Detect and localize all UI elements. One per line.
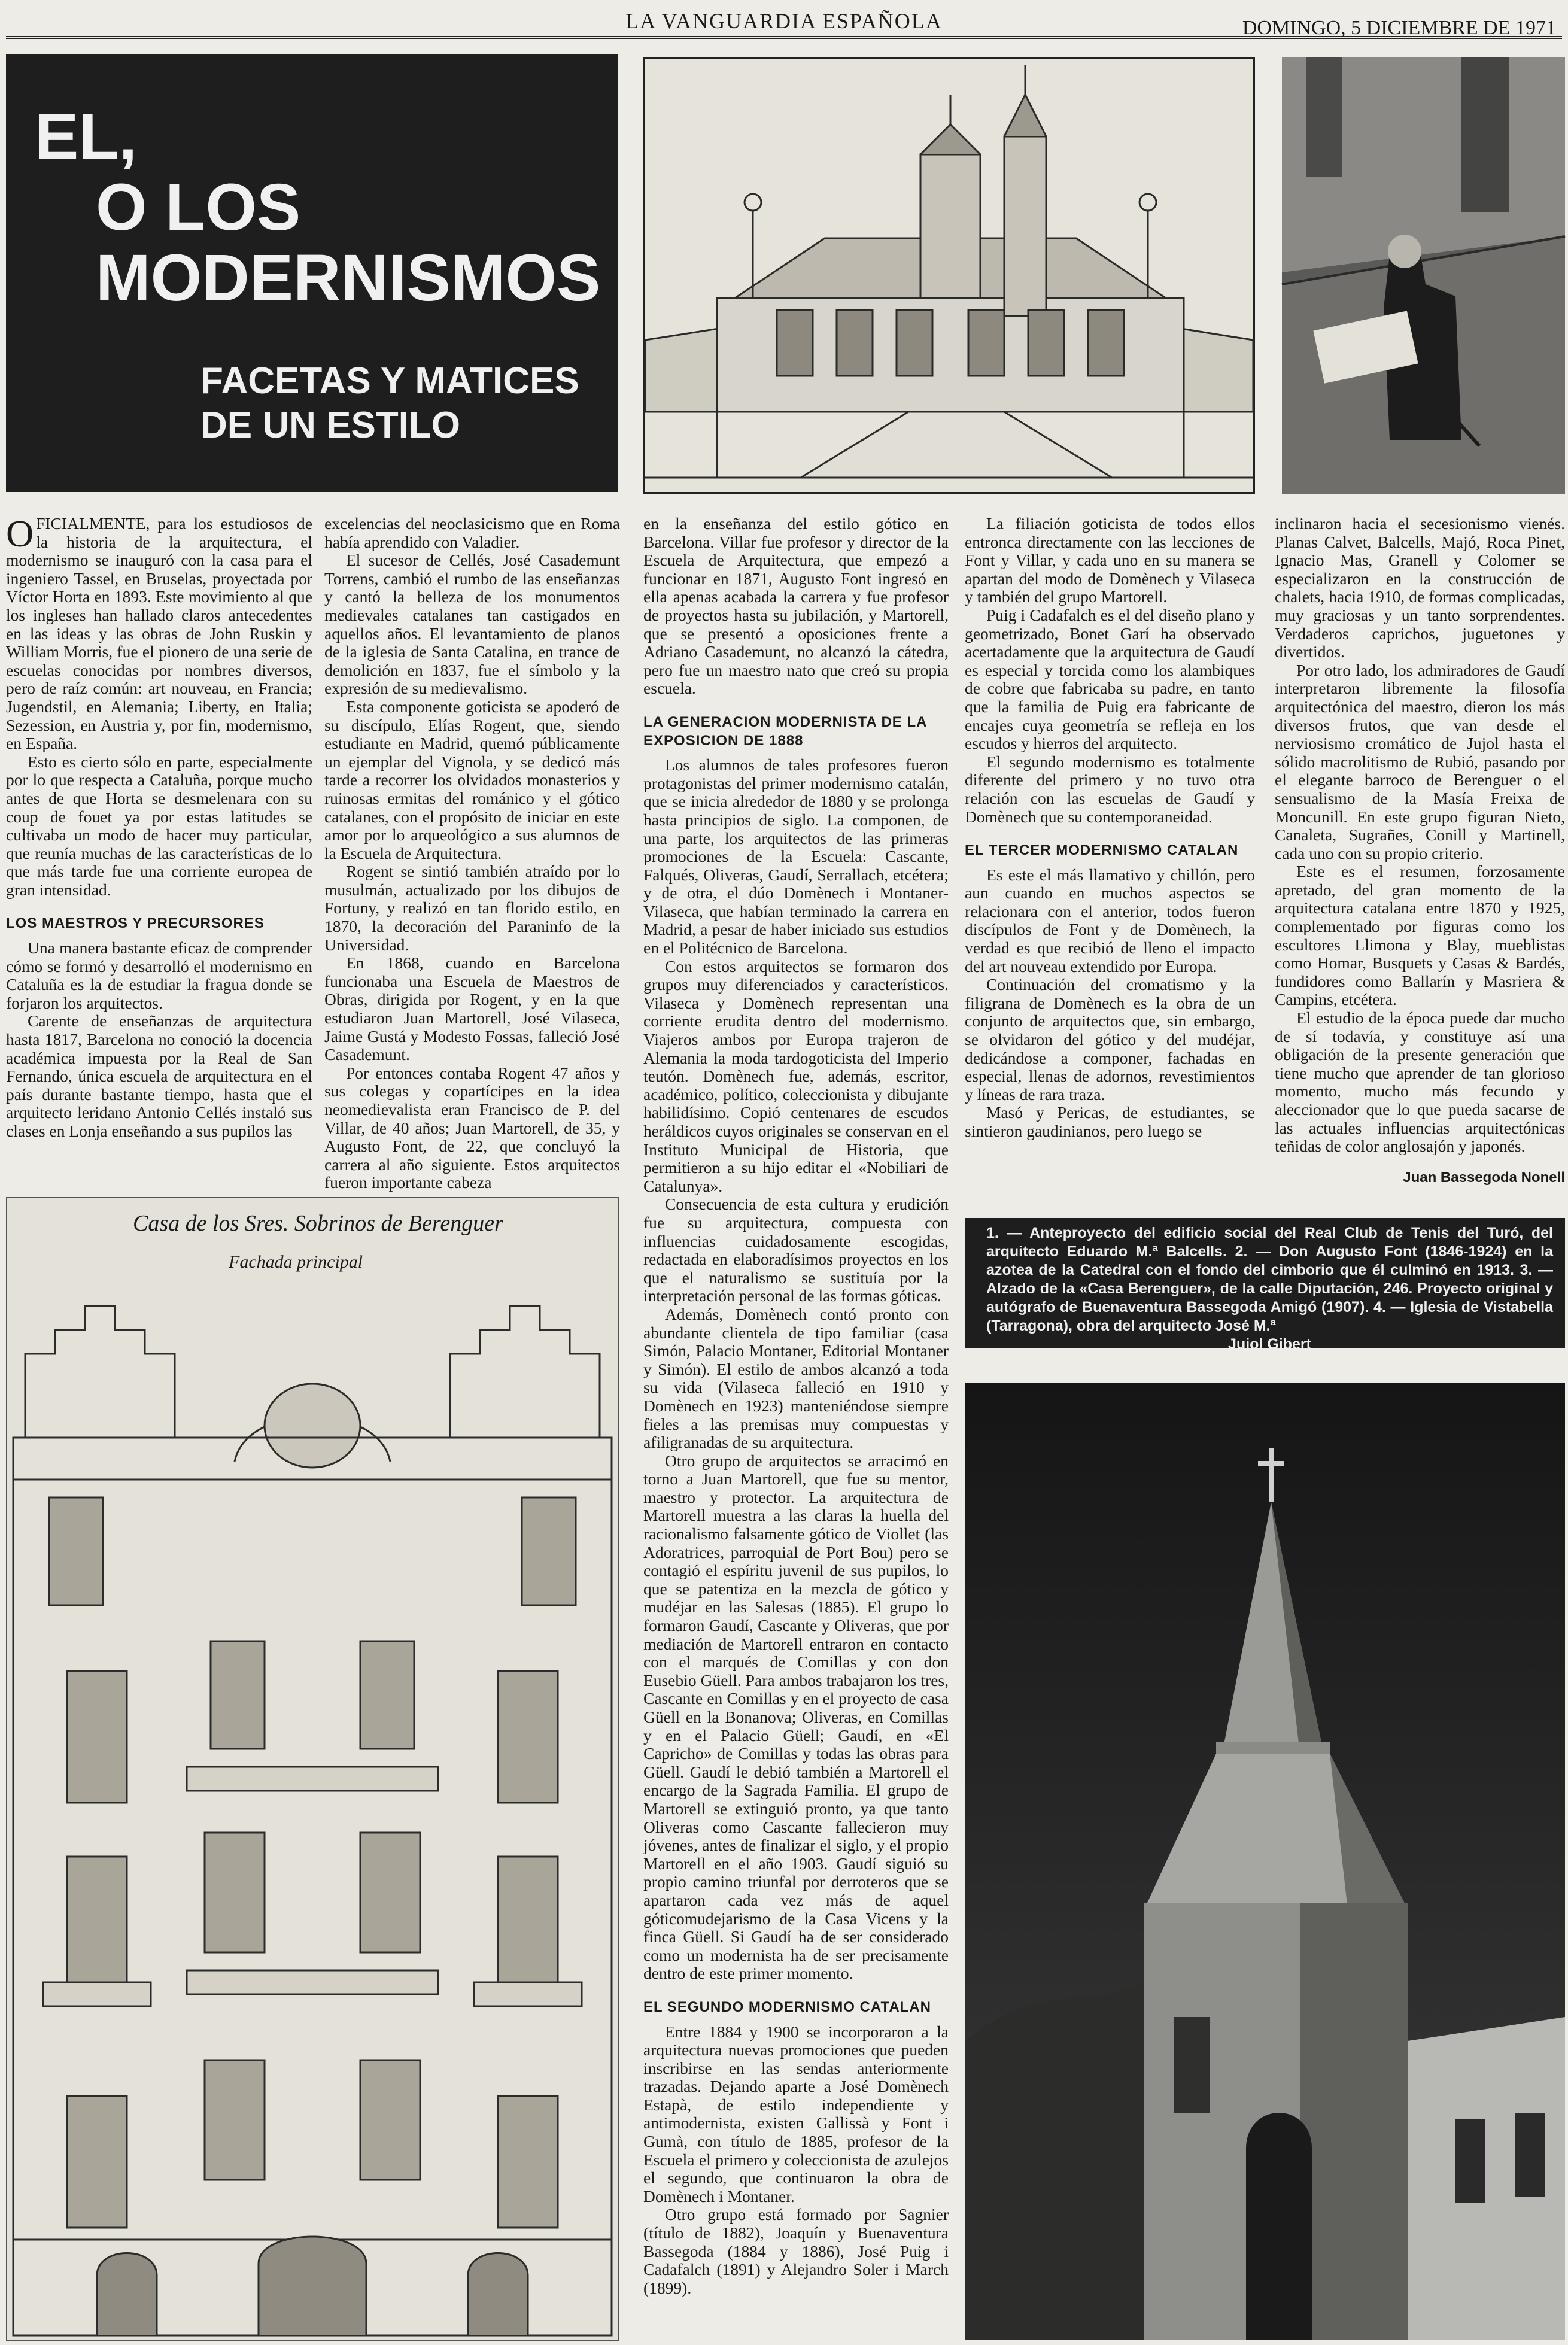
- col3-paragraph-1: en la enseñanza del estilo gótico en Barcelona. Villar fue profesor y director de la Escuela de Arquitectura, que empezó a funcionar en 1871, Augusto Font ingresó en ella apenas acabada la carrera y fue profesor de proyectos hasta su jubilación, y Martorell, que se presentó a oposiciones frente a Adriano Casademunt, no alcanzó la cátedra, pero fue un maestro nato que creó su propia escuela.: [643, 514, 949, 698]
- photo-man-on-cathedral-roof: [1282, 57, 1565, 494]
- col4-paragraph-2: Puig i Cadafalch es el del diseño plano y geometrizado, Bonet Garí ha observado acertadamente que la arquitectura de Gaudí es especial y torcida como los alambiques de cobre que fabricaba su padre, en tanto que la familia de Puig era fabricante de encajes cuya geometría se refleja en los escudos y hierros del arquitecto.: [965, 605, 1255, 753]
- drawing-title: Casa de los Sres. Sobrinos de Berenguer: [133, 1211, 503, 1236]
- masthead: [6, 6, 1562, 39]
- augusto-font-photo: [1282, 57, 1565, 494]
- vistabella-church-photo: [965, 1383, 1565, 2340]
- caption-text-end: Jujol Gibert: [1228, 1336, 1311, 1353]
- photo-church-spire: [965, 1383, 1565, 2340]
- col5-paragraph-4: El estudio de la época puede dar mucho de sí todavía, y constituye así una obligación de la presente generación que tiene mucho que aprender de tan glorioso momento, mucho más fecundo y aleccionador que lo que pueda sacarse de las actuales influencias arquitectónicas teñidas de color anglosajón y japonés.: [1275, 1009, 1565, 1156]
- headline-line-1: EL,: [35, 100, 138, 174]
- subheadline-line-1: FACETAS Y MATICES: [200, 360, 579, 402]
- col1-paragraph-1: FICIALMENTE, para los estudiosos de la historia de la arquitectura, el modernismo se inauguró con la casa para el ingeniero Tassel, en Bruselas, proyectada por Víctor Horta en 1893. Este movimiento al que los ingleses han hallado claros antecedentes en las ideas y las obras de John Ruskin y William Morris, fue el pionero de una serie de escuelas conocidas por nombres diversos, pero de raíz común: art nouveau, en Francia; Jugendstil, en Alemania; Liberty, en Italia; Sezession, en Austria y, por fin, modernismo, en España.: [6, 514, 312, 753]
- section-heading-maestros: LOS MAESTROS Y PRECURSORES: [6, 915, 265, 932]
- col3-paragraph-3: Con estos arquitectos se formaron dos grupos muy diferenciados y característicos. Vilaseca y Domènech representan una corriente erudita dentro del modernismo. Viajeros ambos por Europa trajeron de Alemania la moda tardogoticista del Imperio teutón. Domènech fue, además, escritor, académico, político, coleccionista y dibujante habilidísimo. Copió centenares de escudos heráldicos cuyos originales se conservan en el Instituto Municipal de Historia, que permitieron a su hijo editar el «Nobiliari de Catalunya».: [643, 956, 949, 1195]
- col4-paragraph-1: La filiación goticista de todos ellos entronca directamente con las lecciones de Font y Villar, y cada uno en su manera se apartan del modo de Domènech y Vilaseca y también del grupo Martorell.: [965, 514, 1255, 606]
- author-signature: Juan Bassegoda Nonell: [1403, 1169, 1565, 1186]
- col2-paragraph-4: Rogent se sintió también atraído por lo musulmán, actualizado por los dibujos de Fortuny, y realizó en tan florido estilo, en 1870, la decoración del Paraninfo de la Universidad.: [324, 862, 620, 954]
- col1-paragraph-2: Esto es cierto sólo en parte, especialmente por lo que respecta a Cataluña, porque mucho antes de que Horta se desmelenara con su coup de fouet ya por estas latitudes se cultivaba un modo de hacer muy particular, que reunía muchas de las características de lo que más tarde fue una corriente europea de gran intensidad.: [6, 752, 312, 899]
- col5-paragraph-1: inclinaron hacia el secesionismo vienés. Planas Calvet, Balcells, Majó, Roca Pinet, Ignacio Mas, Granell y Colomer se especializaron en la construcción de chalets, hacia 1910, de formas complicadas, muy graciosas y un tanto sorprendentes. Verdaderos caprichos, juguetones y divertidos.: [1275, 514, 1565, 661]
- section-heading-generacion: LA GENERACION MODERNISTA DE LA EXPOSICION DE 1888: [643, 713, 927, 749]
- column-1: [6, 512, 312, 1173]
- col3-paragraph-8: Otro grupo está formado por Sagnier (título de 1882), Joaquín y Buenaventura Bassegoda (1884 y 1886), José Puig i Cadafalch (1891) y Alejandro Soler i March (1899).: [643, 2205, 949, 2297]
- column-4: [965, 515, 1255, 1197]
- col4-paragraph-6: Masó y Pericas, de estudiantes, se sintieron gaudinianos, pero luego se: [965, 1103, 1255, 1140]
- caption-text: 1. — Anteproyecto del edificio social del Real Club de Tenis del Turó, del arquitecto Eduardo M.ª Balcells. 2. — Don Augusto Font (1846-1924) en la azotea de la Catedral con el fondo del cimborio que él culminó en 1913. 3. — Alzado de la «Casa Berenguer», de la calle Diputación, 246. Proyecto original y autógrafo de Buenaventura Bassegoda Amigó (1907). 4. — Iglesia de Vistabella (Tarragona), obra del arquitecto José M.ª: [986, 1225, 1553, 1334]
- col3-paragraph-5: Además, Domènech contó pronto con abundante clientela de tipo familiar (casa Simón, Palacio Montaner, Editorial Montaner y Simón). El estilo de ambos alcanzó a toda su vida (Vilaseca falleció en 1910 y Domènech en 1923) manteniéndose siempre fieles a las premisas muy compuestas y afiligranadas de su arquitectura.: [643, 1304, 949, 1452]
- col3-paragraph-2: Los alumnos de tales profesores fueron protagonistas del primer modernismo catalán, que se inicia alrededor de 1880 y se prolonga hasta principios de siglo. La componen, de una parte, los arquitectos de las primeras promociones de la Escuela: Cascante, Falqués, Oliveras, Gaudí, Serrallach, etcétera; y de otra, el dúo Domènech i Montaner-Vilaseca, que habían terminado la carrera en Madrid, a pesar de haber iniciado sus estudios en el Politécnico de Barcelona.: [643, 755, 949, 958]
- col4-paragraph-4: Es este el más llamativo y chillón, pero aun cuando en muchos aspectos se relacionara con el anterior, todos fueron discípulos de Font y de Domènech, la verdad es que recibió de lleno el impacto del art nouveau extendido por Europa.: [965, 865, 1255, 976]
- facade-elevation-illustration: [7, 1282, 618, 2340]
- headline-line-2: O LOS: [96, 171, 301, 244]
- subheadline-line-2: DE UN ESTILO: [200, 405, 461, 446]
- column-5: [1275, 515, 1565, 1197]
- column-2: [324, 514, 620, 1192]
- section-heading-segundo: EL SEGUNDO MODERNISMO CATALAN: [643, 1998, 932, 2015]
- col3-paragraph-4: Consecuencia de esta cultura y erudición fue su arquitectura, compuesta con influencias cuidadosamente escogidas, redactada en elaboradísimos proyectos en los que el naturalismo se sustituía por la interpretación personal de las formas góticas.: [643, 1195, 949, 1305]
- col3-paragraph-6: Otro grupo de arquitectos se arracimó en torno a Juan Martorell, que fue su mentor, maestro y protector. La arquitectura de Martorell muestra a las claras la huella del racionalismo falsamente gótico de Viollet (las Adoratrices, parroquial de Port Bou) pero se contagió el espíritu juvenil de sus pupilos, lo que se patentiza en la mezcla de gótico y mudéjar en las Salesas (1885). El grupo lo formaron Gaudí, Cascante y Oliveras, que por mediación de Martorell entraron en contacto con el marqués de Comillas y con don Eusebio Güell. Para ambos trabajaron los tres, Cascante en Comillas y en el proyecto de casa Güell en la Bonanova; Oliveras, en Comillas y en el Palacio Güell; Gaudí, en «El Capricho» de Comillas y todas las obras para Güell. Gaudí le debió también a Martorell el encargo de la Sagrada Familia. El grupo de Martorell se extinguió pronto, ya que tanto Oliveras como Cascante fallecieron muy jóvenes, antes de finalizar el siglo, y el propio Martorell en el año 1903. Gaudí siguió su propio camino triunfal por derroteros que se apartaron cada vez más de aquel góticomudejarismo de la Casa Vicens y la finca Güell. Si Gaudí ha de ser considerado como un modernista ha de ser precisamente dentro de este primer momento.: [643, 1451, 949, 1983]
- col1-paragraph-3: Una manera bastante eficaz de comprender cómo se formó y desarrolló el modernismo en Cataluña es la de estudiar la fragua donde se forjaron los arquitectos.: [6, 938, 312, 1012]
- col2-paragraph-3: Esta componente goticista se apoderó de su discípulo, Elías Rogent, que, siendo estudiante en Madrid, quemó públicamente un ejemplar del Vignola, y se dedicó más tarde a recorrer los olvidados monasterios y ruinosas ermitas del románico y el gótico catalanes, con el propósito de iniciar en este amor por lo arqueológico a sus alumnos de la Escuela de Arquitectura.: [324, 697, 620, 862]
- casa-berenguer-drawing: [6, 1197, 619, 2341]
- headline-block: [6, 54, 618, 492]
- col5-paragraph-2: Por otro lado, los admiradores de Gaudí interpretaron libremente la filosofía arquitectónica del maestro, dieron los más diversos frutos, que van desde el nerviosismo cromático de Jujol hasta el sólido macrolitismo de Rubió, pasando por el elegante barroco de Berenguer o el sensualismo de la Masía Freixa de Moncunill. En este grupo figuran Nieto, Canaleta, Sugrañes, Conill y Martinell, cada uno con su propio criterio.: [1275, 660, 1565, 862]
- column-3: [643, 515, 949, 2343]
- issue-date: DOMINGO, 5 DICIEMBRE DE 1971: [1242, 17, 1556, 39]
- headline-line-3: MODERNISMOS: [96, 241, 601, 315]
- col1-paragraph-4: Carente de enseñanzas de arquitectura hasta 1817, Barcelona no conoció la docencia académica impuesta por la Real de San Fernando, única escuela de arquitectura en el país durante bastante tiempo, hasta que el arquitecto leridano Antonio Cellés instaló sus clases en Lonja enseñando a sus pupilos las: [6, 1011, 312, 1140]
- col2-paragraph-5: En 1868, cuando en Barcelona funcionaba una Escuela de Maestros de Obras, dirigida por Rogent, y en la que estudiaron Juan Martorell, José Vilaseca, Jaime Gustá y Modesto Fossas, falleció José Casademunt.: [324, 953, 620, 1064]
- photo-caption: [965, 1218, 1565, 1353]
- tennis-club-drawing: [643, 57, 1255, 494]
- col4-paragraph-3: El segundo modernismo es totalmente diferente del primero y no tuvo otra relación con las escuelas de Gaudí y Domènech que su contemporaneidad.: [965, 752, 1255, 826]
- col4-paragraph-5: Continuación del cromatismo y la filigrana de Domènech es la obra de un conjunto de arquitectos que, sin embargo, se olvidaron del gótico y del mudéjar, dedicándose a componer, fachadas en especial, llenas de adornos, revestimientos y líneas de rara traza.: [965, 975, 1255, 1104]
- section-heading-tercer: EL TERCER MODERNISMO CATALAN: [965, 842, 1239, 859]
- newspaper-name: LA VANGUARDIA ESPAÑOLA: [625, 9, 943, 33]
- col5-paragraph-3: Este es el resumen, forzosamente apretado, del gran momento de la arquitectura catalana entre 1870 y 1925, complementado por figuras como los escultores Llimona y Blay, mueblistas como Homar, Busquets y Casas & Bardés, fundidores como Ballarín y Masriera & Campins, etcétera.: [1275, 862, 1565, 1009]
- col2-paragraph-2: El sucesor de Cellés, José Casademunt Torrens, cambió el rumbo de las enseñanzas y cantó la belleza de los monumentos medievales catalanes tan castigados en aquellos años. El levantamiento de planos de la iglesia de Santa Catalina, en trance de demolición en 1837, fue el símbolo y la expresión de su medievalismo.: [324, 551, 620, 698]
- building-elevation-illustration: [645, 59, 1253, 492]
- col2-paragraph-6: Por entonces contaba Rogent 47 años y sus colegas y copartícipes en la idea neomedievalista eran Francisco de P. del Villar, de 40 años; Juan Martorell, de 35, y Augusto Font, de 22, que concluyó la carrera al año siguiente. Estos arquitectos fueron importante cabeza: [324, 1063, 620, 1192]
- col2-paragraph-1: excelencias del neoclasicismo que en Roma había aprendido con Valadier.: [324, 514, 620, 551]
- drawing-subtitle: Fachada principal: [229, 1252, 363, 1272]
- col3-paragraph-7: Entre 1884 y 1900 se incorporaron a la arquitectura nuevas promociones que pueden inscribirse en las sendas anteriormente trazadas. Dejando aparte a José Domènech Estapà, de estilo independiente y antimodernista, existen Gallissà y Font i Gumà, con título de 1885, profesor de la Escuela el primero y coleccionista de azulejos el segundo, que continuaron la obra de Domènech i Montaner.: [643, 2022, 949, 2206]
- drop-cap: O: [6, 512, 34, 555]
